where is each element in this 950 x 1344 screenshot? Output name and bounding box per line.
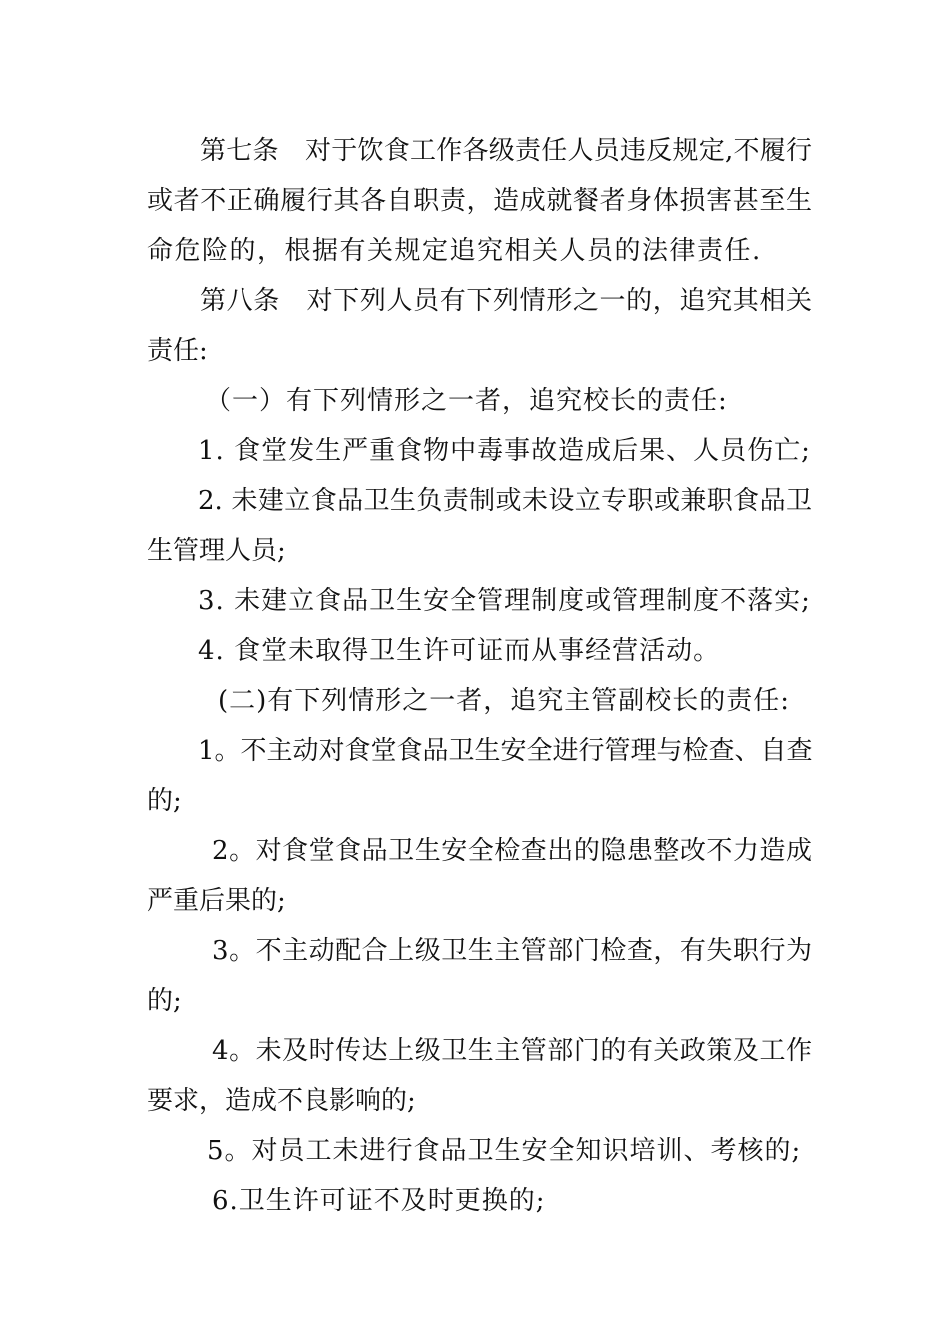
section-1-item-2-line-2: 生管理人员; xyxy=(147,536,286,566)
article-7-line-1: 第七条 对于饮食工作各级责任人员违反规定,不履行 xyxy=(200,136,812,166)
section-2-item-2-line-2: 严重后果的; xyxy=(147,886,286,916)
article-8-line-1: 第八条 对下列人员有下列情形之一的，追究其相关 xyxy=(200,286,812,316)
section-1-item-2-line-1: 2. 未建立食品卫生负责制或未设立专职或兼职食品卫 xyxy=(198,486,812,516)
section-2-item-4-line-2: 要求，造成不良影响的; xyxy=(147,1086,416,1116)
section-2-item-6: 6.卫生许可证不及时更换的; xyxy=(212,1186,546,1216)
section-1-item-3: 3. 未建立食品卫生安全管理制度或管理制度不落实; xyxy=(198,586,811,616)
section-2-item-3-line-2: 的; xyxy=(147,986,182,1016)
article-7-line-2: 或者不正确履行其各自职责，造成就餐者身体损害甚至生 xyxy=(147,186,812,216)
section-2-item-1-line-2: 的; xyxy=(147,786,182,816)
section-2-item-4-line-1: 4。未及时传达上级卫生主管部门的有关政策及工作 xyxy=(212,1036,812,1066)
section-2-item-3-line-1: 3。不主动配合上级卫生主管部门检查，有失职行为 xyxy=(212,936,812,966)
section-2-item-1-line-1: 1。不主动对食堂食品卫生安全进行管理与检查、自查 xyxy=(198,736,813,766)
section-2-heading: (二)有下列情形之一者，追究主管副校长的责任: xyxy=(218,686,791,716)
section-2-item-5: 5。对员工未进行食品卫生安全知识培训、考核的; xyxy=(207,1136,802,1166)
article-8-line-2: 责任: xyxy=(147,336,208,366)
section-1-heading: （一）有下列情形之一者，追究校长的责任: xyxy=(205,386,728,416)
article-7-line-3: 命危险的，根据有关规定追究相关人员的法律责任. xyxy=(147,236,762,266)
section-1-item-4: 4. 食堂未取得卫生许可证而从事经营活动。 xyxy=(198,636,721,666)
section-2-item-2-line-1: 2。对食堂食品卫生安全检查出的隐患整改不力造成 xyxy=(212,836,812,866)
section-1-item-1: 1. 食堂发生严重食物中毒事故造成后果、人员伤亡; xyxy=(198,436,811,466)
